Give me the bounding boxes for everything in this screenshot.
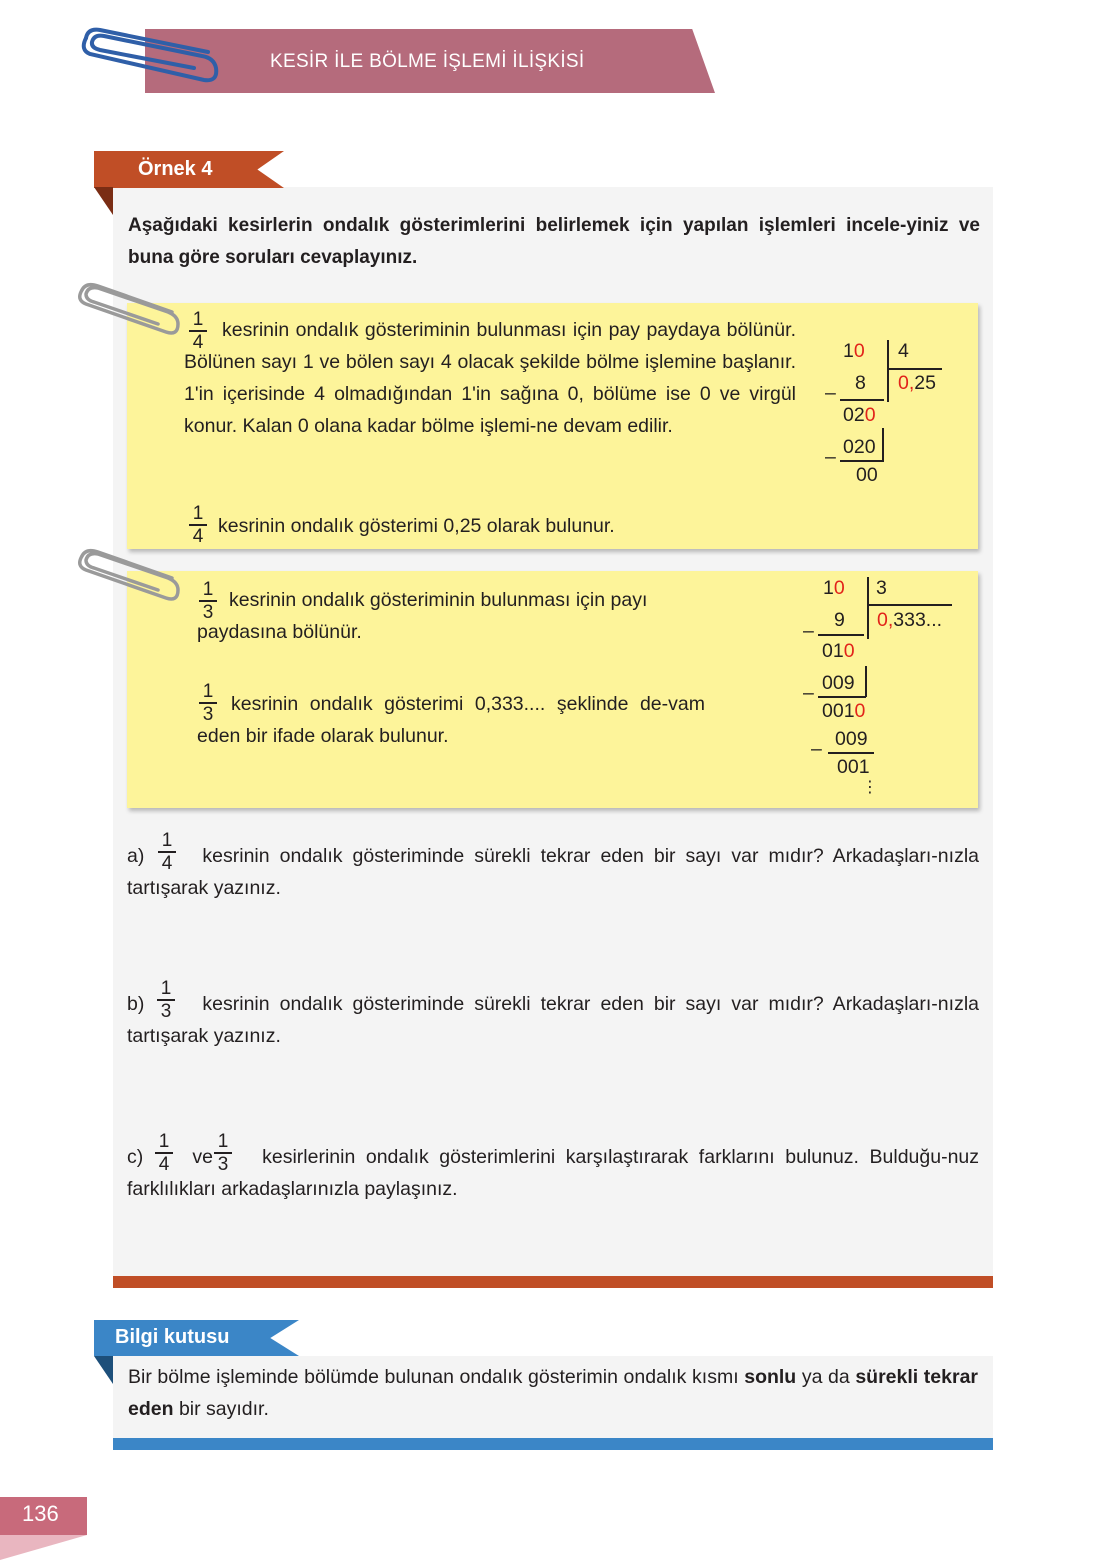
subtraction-line (840, 460, 884, 462)
fraction-one-third: 1 3 (197, 682, 219, 724)
header-title: KESİR İLE BÖLME İŞLEMİ İLİŞKİSİ (270, 51, 585, 72)
info-bottom-bar (113, 1438, 993, 1450)
info-tab-fold (94, 1356, 113, 1384)
dividend: 10 (823, 577, 845, 599)
question-c-text: kesirlerinin ondalık gösterimlerini karşılaştırarak farklarını bulunuz. Bulduğu-nuz farklılıkları arkadaşlarınızla paylaşınız. (127, 1146, 980, 1200)
divisor: 3 (876, 577, 887, 599)
division-bar-horizontal (867, 604, 952, 606)
fraction-one-third: 1 3 (197, 580, 219, 622)
minus-sign: – (825, 382, 836, 404)
page-corner (0, 1535, 87, 1560)
example-title: Örnek 4 (138, 158, 213, 180)
subtraction-bracket (882, 428, 884, 461)
remainder-2: 0010 (822, 700, 866, 722)
division-bar-horizontal (887, 368, 942, 370)
note2-explanation: kesrinin ondalık gösteriminin bulunması için payı paydasına bölünür. (197, 589, 648, 643)
question-connector: ve (192, 1146, 213, 1168)
subtrahend-1: 9 (834, 609, 845, 631)
subtraction-bracket (865, 666, 867, 697)
minus-sign: – (803, 682, 814, 704)
question-b-text: kesrinin ondalık gösteriminde sürekli tekrar eden bir sayı var mıdır? Arkadaşları-nızla tartışarak yazınız. (127, 993, 979, 1047)
fraction-one-quarter: 1 4 (187, 310, 209, 352)
question-label: c) (127, 1146, 144, 1168)
question-c (127, 1141, 979, 1205)
paperclip-icon (74, 546, 184, 606)
minus-sign: – (825, 446, 836, 468)
remainder-final: 00 (856, 464, 878, 486)
subtrahend-3: 009 (835, 728, 868, 750)
fraction-one-quarter: 1 4 (153, 1132, 175, 1174)
subtraction-line (818, 696, 866, 698)
question-label: a) (127, 845, 145, 867)
subtrahend-1: 8 (855, 372, 866, 394)
fraction-one-quarter: 1 4 (156, 831, 178, 873)
subtraction-line (818, 634, 864, 636)
question-label: b) (127, 993, 145, 1015)
continuation-dots: ⋮ (862, 779, 878, 796)
dividend: 10 (843, 340, 865, 362)
note2-result: kesrinin ondalık gösterimi 0,333.... şeklinde de-vam eden bir ifade olarak bulunur. (197, 693, 705, 747)
fraction-one-quarter: 1 4 (187, 504, 209, 546)
example-bottom-bar (113, 1276, 993, 1288)
minus-sign: – (803, 620, 814, 642)
minus-sign: – (811, 738, 822, 760)
info-title: Bilgi kutusu (115, 1326, 230, 1348)
remainder-1: 010 (822, 640, 855, 662)
subtrahend-2: 020 (843, 436, 876, 458)
remainder-final: 001 (837, 756, 870, 778)
subtrahend-2: 009 (822, 672, 855, 694)
divisor: 4 (898, 340, 909, 362)
note1-result: kesrinin ondalık gösterimi 0,25 olarak bulunur. (218, 515, 615, 537)
quotient: 0,333... (877, 609, 943, 631)
info-text: Bir bölme işleminde bölümde bulunan ondalık gösterimin ondalık kısmı sonlu ya da sürekli tekrar eden bir sayıdır. (128, 1366, 979, 1420)
remainder-1: 020 (843, 404, 876, 426)
subtraction-line (840, 399, 884, 401)
subtraction-line (828, 752, 874, 754)
example-intro: Aşağıdaki kesirlerin ondalık gösterimlerini belirlemek için yapılan işlemleri incele-yiniz ve buna göre soruları cevaplayınız. (128, 215, 980, 268)
page-number: 136 (22, 1501, 59, 1526)
paperclip-icon (74, 280, 184, 340)
division-bar-vertical (887, 340, 889, 402)
note1-explanation: kesrinin ondalık gösteriminin bulunması için pay paydaya bölünür. Bölünen sayı 1 ve bölen sayı 4 olacak şekilde bölme işlemine başlanır. 1'in içerisinde 4 olmadığından 1'in sağına 0, bölüme ise 0 ve virgül konur. Kalan 0 olana kadar bölme işlemi-ne devam edilir. (184, 319, 796, 437)
paperclip-icon (76, 22, 221, 84)
fraction-one-third: 1 3 (212, 1132, 234, 1174)
example-tab-fold (94, 187, 113, 215)
question-a-text: kesrinin ondalık gösteriminde sürekli tekrar eden bir sayı var mıdır? Arkadaşları-nızla tartışarak yazınız. (127, 845, 979, 899)
question-a (127, 840, 979, 904)
quotient: 0,25 (898, 372, 936, 394)
division-bar-vertical (867, 577, 869, 639)
fraction-one-third: 1 3 (155, 979, 177, 1021)
question-b (127, 988, 979, 1052)
